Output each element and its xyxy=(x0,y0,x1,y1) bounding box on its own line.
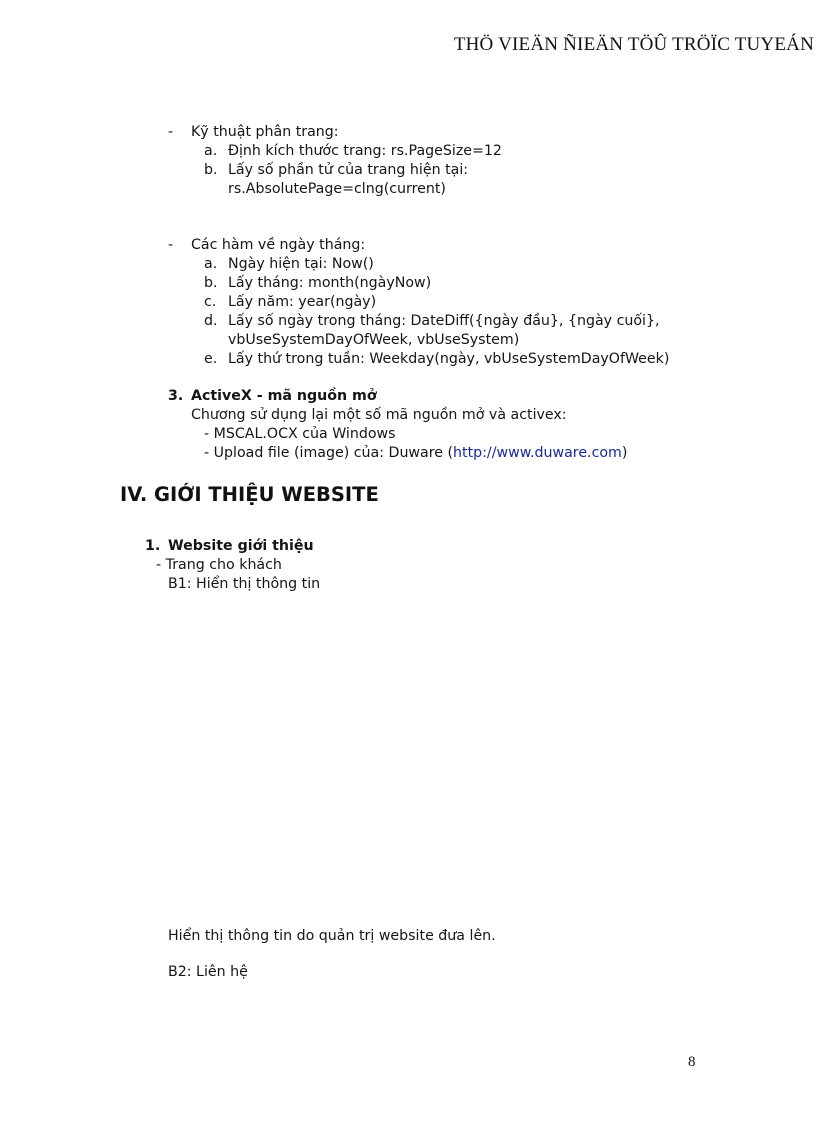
website-step-b1: B1: Hiển thị thông tin xyxy=(168,576,321,592)
activex-number: 3. xyxy=(168,388,184,404)
paging-item-a-text: Định kích thước trang: rs.PageSize=12 xyxy=(228,143,502,159)
activex-item-upload-prefix: - Upload file (image) của: Duware ( xyxy=(204,445,454,461)
paging-item-b-text: Lấy số phần tử của trang hiện tại: xyxy=(228,162,469,178)
dates-item-a-marker: a. xyxy=(204,256,218,272)
activex-intro: Chương sử dụng lại một số mã nguồn mở và activex: xyxy=(191,407,567,423)
dates-item-c-marker: c. xyxy=(204,294,217,310)
dates-item-e-text: Lấy thứ trong tuần: Weekday(ngày, vbUseSystemDayOfWeek) xyxy=(228,351,670,367)
activex-item-mscal: - MSCAL.OCX của Windows xyxy=(204,426,396,442)
dates-item-c-text: Lấy năm: year(ngày) xyxy=(228,294,377,310)
dates-item-e-marker: e. xyxy=(204,351,218,367)
dates-item-b-marker: b. xyxy=(204,275,218,291)
website-sub-guest: - Trang cho khách xyxy=(156,557,282,573)
dates-title: Các hàm về ngày tháng: xyxy=(191,237,366,253)
website-number: 1. xyxy=(145,538,161,554)
website-step-b2: B2: Liên hệ xyxy=(168,964,248,980)
activex-title: ActiveX - mã nguồn mở xyxy=(191,388,377,404)
dates-item-d-text: Lấy số ngày trong tháng: DateDiff({ngày đầu}, {ngày cuối}, xyxy=(228,313,660,329)
section-heading: IV. GIỚI THIỆU WEBSITE xyxy=(120,483,379,506)
duware-link[interactable]: http://www.duware.com xyxy=(453,445,622,461)
paging-item-b-marker: b. xyxy=(204,162,218,178)
page-number: 8 xyxy=(688,1054,696,1070)
dates-item-d-marker: d. xyxy=(204,313,218,329)
activex-item-upload-suffix: ) xyxy=(621,445,628,461)
website-title: Website giới thiệu xyxy=(168,538,314,554)
activex-item-upload xyxy=(204,444,627,463)
paging-item-b-continuation: rs.AbsolutePage=clng(current) xyxy=(228,181,446,197)
paging-item-a-marker: a. xyxy=(204,143,218,159)
running-header: THÖ VIEÄN ÑIEÄN TÖÛ TRÖÏC TUYEÁN xyxy=(453,34,814,55)
dates-item-a-text: Ngày hiện tại: Now() xyxy=(228,256,374,272)
dates-item-d-continuation: vbUseSystemDayOfWeek, vbUseSystem) xyxy=(228,332,520,348)
paging-bullet: - xyxy=(168,124,174,140)
paging-title: Kỹ thuật phân trang: xyxy=(191,124,339,140)
dates-item-b-text: Lấy tháng: month(ngàyNow) xyxy=(228,275,432,291)
dates-bullet: - xyxy=(168,237,174,253)
website-caption: Hiển thị thông tin do quản trị website đưa lên. xyxy=(168,928,496,944)
